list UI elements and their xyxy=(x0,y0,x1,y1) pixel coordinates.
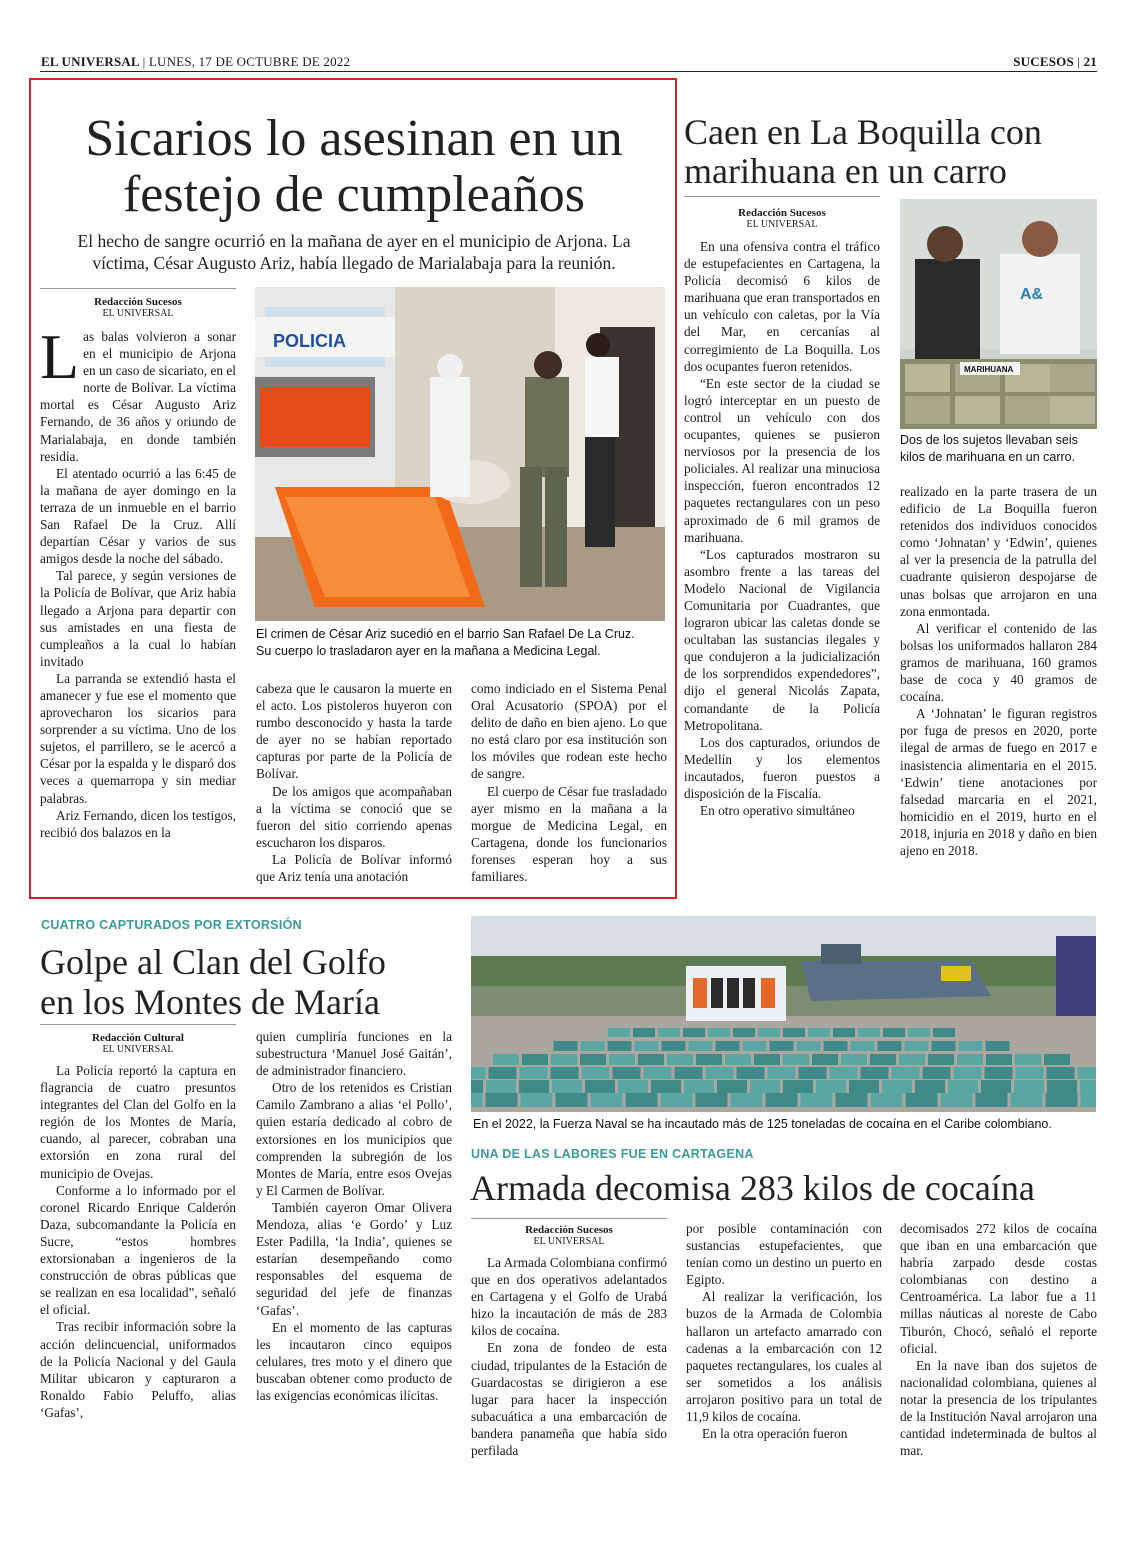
package-block xyxy=(658,1028,680,1037)
package-block xyxy=(675,1067,703,1079)
package-block xyxy=(933,1028,955,1037)
article4-byline: Redacción Sucesos EL UNIVERSAL xyxy=(525,1224,613,1247)
package-block xyxy=(783,1080,813,1093)
package-block xyxy=(684,1080,714,1093)
svg-text:A&: A& xyxy=(1020,286,1044,303)
package-block xyxy=(836,1093,868,1107)
package-block xyxy=(520,1067,548,1079)
package-block xyxy=(471,1093,483,1107)
package-block xyxy=(737,1067,765,1079)
police-scene-illustration xyxy=(255,287,665,621)
package-block xyxy=(717,1080,747,1093)
package-block xyxy=(928,1054,954,1065)
package-block xyxy=(582,1067,610,1079)
package-block xyxy=(883,1028,905,1037)
package-block xyxy=(1078,1067,1097,1079)
package-block xyxy=(689,1041,713,1051)
article1-photo xyxy=(255,287,665,621)
page-header-right: SUCESOS | 21 xyxy=(1013,54,1097,69)
package-block xyxy=(899,1054,925,1065)
article1-deck: El hecho de sangre ocurrió en la mañana de ayer en el municipio de Arjona. La víctima, César Augusto Ariz, había llegado de Marialabaja para la reunión. xyxy=(77,231,631,273)
article4-headline: Armada decomisa 283 kilos de cocaína xyxy=(470,1168,1035,1208)
package-block xyxy=(667,1054,693,1065)
package-block xyxy=(849,1080,879,1093)
package-block xyxy=(797,1041,821,1051)
package-block xyxy=(906,1093,938,1107)
package-block xyxy=(882,1080,912,1093)
article4-kicker: UNA DE LAS LABORES FUE EN CARTAGENA xyxy=(471,1147,754,1161)
package-block xyxy=(816,1080,846,1093)
package-block xyxy=(519,1080,549,1093)
article1-column-2: cabeza que le causaron la muerte en el acto. Los pistoleros huyeron con rumbo desconocido y hasta la tarde de ayer no se habían reportado capturas por parte de la Policía de Bolívar. De los amigos que acompañaban a la víctima se conoció que se fueron del sitio corriendo apenas escucharon los disparos. La Policía de Bolívar informó que Ariz tenía una anotación xyxy=(256,681,452,885)
package-block xyxy=(986,1041,1010,1051)
package-block xyxy=(471,1080,483,1093)
package-block xyxy=(696,1093,728,1107)
package-block xyxy=(861,1067,889,1079)
package-block xyxy=(754,1054,780,1065)
package-block xyxy=(708,1028,730,1037)
package-block xyxy=(858,1028,880,1037)
package-block xyxy=(489,1067,517,1079)
package-block xyxy=(799,1067,827,1079)
package-block xyxy=(635,1041,659,1051)
package-block xyxy=(1044,1054,1070,1065)
article4-column-2: por posible contaminación con sustancias estupefacientes, que tenían como un destino un puerto en Egipto. Al realizar la verificación, los buzos de la Armada de Colombia hallaron un artefacto amarrado con cadenas a la embarcación con 12 paquetes rectangulares, los cuales al ser sometidos a los análisis arrojaron positivo para un total de 11,9 kilos de cocaína. En la otra operación fueron xyxy=(686,1221,882,1442)
article4-caption: En el 2022, la Fuerza Naval se ha incautado más de 125 toneladas de cocaína en el Caribe colombiano. xyxy=(473,1117,1052,1131)
package-block xyxy=(608,1028,630,1037)
article1-headline: Sicarios lo asesinan en un festejo de cumpleaños xyxy=(85,110,623,223)
package-block xyxy=(1015,1054,1041,1065)
drop-cap: L xyxy=(40,328,80,392)
package-block xyxy=(554,1041,578,1051)
package-block xyxy=(957,1054,983,1065)
package-block xyxy=(613,1067,641,1079)
suspects-illustration xyxy=(900,199,1097,429)
package-block xyxy=(770,1041,794,1051)
package-block xyxy=(851,1041,875,1051)
package-block xyxy=(758,1028,780,1037)
package-block xyxy=(731,1093,763,1107)
package-block xyxy=(985,1067,1013,1079)
cocaine-packages xyxy=(471,916,1096,1112)
package-block xyxy=(908,1028,930,1037)
article4-column-1: La Armada Colombiana confirmó que en dos operativos adelantados en Cartagena y el Golfo de Urabá hizo la incautación de más de 283 kilos de cocaína. En zona de fondeo de esta ciudad, tripulantes de la Estación de Guardacostas se dirigieron a ese lugar para hacer la inspección subacuática a una embarcación de bandera panameña que había sido perfilada xyxy=(471,1255,667,1459)
package-block xyxy=(522,1054,548,1065)
package-block xyxy=(633,1028,655,1037)
article3-byline: Redacción Cultural EL UNIVERSAL xyxy=(92,1032,184,1055)
package-block xyxy=(1047,1080,1077,1093)
newspaper-name: EL UNIVERSAL xyxy=(41,54,140,69)
article1-column-3: como indiciado en el Sistema Penal Oral Acusatorio (SPOA) por el delito de daño en bien ajeno. Lo que no está claro por esa institución son los móviles que rodean este hecho de sangre. El cuerpo de César fue trasladado ayer mismo en la mañana a la morgue de Medicina Legal, en Cartagena, donde los funcionarios forenses esperan hoy a sus familiares. xyxy=(471,681,667,885)
package-block xyxy=(915,1080,945,1093)
package-block xyxy=(878,1041,902,1051)
package-block xyxy=(976,1093,1008,1107)
package-block xyxy=(954,1067,982,1079)
package-block xyxy=(644,1067,672,1079)
package-block xyxy=(683,1028,705,1037)
package-block xyxy=(905,1041,929,1051)
article3-column-1: La Policía reportó la captura en flagrancia de cuatro presuntos integrantes del Clan del Golfo en la región de los Montes de María, cuando, al parecer, cobraban una extorsión en zona rural del municipio de Ovejas. Conforme a lo informado por el coronel Ricardo Enrique Calderón Daza, subcomandante la Policía en Sucre, “estos hombres extorsionaban a ingenieros de la construcción de obras públicas que se realizan en esa localidad”, señaló el oficial. Tras recibir información sobre la acción delincuencial, uniformados de la Policía Nacional y del Gaula Militar ubicaron y capturaron a Ronaldo Fabio Peluffo, alias ‘Gafas’, xyxy=(40,1063,236,1420)
package-block xyxy=(556,1093,588,1107)
article4-photo xyxy=(471,916,1096,1112)
package-block xyxy=(1046,1093,1078,1107)
package-block xyxy=(801,1093,833,1107)
section-name: SUCESOS xyxy=(1013,54,1074,69)
package-block xyxy=(830,1067,858,1079)
package-block xyxy=(783,1028,805,1037)
package-block xyxy=(1080,1080,1096,1093)
package-block xyxy=(768,1067,796,1079)
package-block xyxy=(1014,1080,1044,1093)
package-block xyxy=(581,1041,605,1051)
package-block xyxy=(651,1080,681,1093)
article4-column-3: decomisados 272 kilos de cocaína que iban en una embarcación que habría zarpado desde costas colombianas con destino a Centroamérica. La labor fue a 11 millas náuticas al noreste de Cabo Tiburón, Chocó, señaló el reporte oficial. En la nave iban dos sujetos de nacionalidad colombiana, quienes al notar la presencia de los tripulantes de la Institución Naval arrojaron una cantidad indeterminada de bultos al mar. xyxy=(900,1221,1097,1459)
package-block xyxy=(486,1093,518,1107)
article1-caption: El crimen de César Ariz sucedió en el barrio San Rafael De La Cruz. Su cuerpo lo trasladaron ayer en la mañana a Medicina Legal. xyxy=(256,627,635,658)
article2-headline: Caen en La Boquilla con marihuana en un carro xyxy=(684,112,1042,191)
package-block xyxy=(783,1054,809,1065)
package-block xyxy=(706,1067,734,1079)
package-block xyxy=(833,1028,855,1037)
package-block xyxy=(551,1067,579,1079)
package-block xyxy=(808,1028,830,1037)
package-block xyxy=(981,1080,1011,1093)
article2-caption: Dos de los sujetos llevaban seis kilos de marihuana en un carro. xyxy=(900,433,1078,464)
package-block xyxy=(871,1093,903,1107)
package-block xyxy=(580,1054,606,1065)
package-block xyxy=(870,1054,896,1065)
package-block xyxy=(766,1093,798,1107)
package-block xyxy=(750,1080,780,1093)
package-block xyxy=(824,1041,848,1051)
article2-byline: Redacción Sucesos EL UNIVERSAL xyxy=(738,207,826,230)
article1-byline: Redacción Sucesos EL UNIVERSAL xyxy=(94,296,182,319)
package-block xyxy=(941,1093,973,1107)
package-block xyxy=(986,1054,1012,1065)
package-block xyxy=(552,1080,582,1093)
package-block xyxy=(521,1093,553,1107)
package-block xyxy=(1016,1067,1044,1079)
package-block xyxy=(892,1067,920,1079)
package-block xyxy=(585,1080,615,1093)
package-block xyxy=(716,1041,740,1051)
package-block xyxy=(733,1028,755,1037)
package-block xyxy=(743,1041,767,1051)
marihuana-label: MARIHUANA xyxy=(964,365,1014,374)
article3-kicker: CUATRO CAPTURADOS POR EXTORSIÓN xyxy=(41,918,302,932)
package-block xyxy=(932,1041,956,1051)
article2-column-1: En una ofensiva contra el tráfico de estupefacientes en Cartagena, la Policía decomisó 6 kilos de marihuana que eran transportados en un vehículo con caletas, por la Vía del Mar, en cercanías al corregimiento de La Boquilla. Los dos ocupantes fueron retenidos. “En este sector de la ciudad se logró interceptar en un puesto de control un vehículo con dos ocupantes, quienes se pusieron nerviosos por la presencia de los policiales. Al realizar una minuciosa inspección, fueron encontrados 12 paquetes rectangulares con un peso aproximado de 6 mil gramos de marihuana. “Los capturados mostraron su asombro frente a las tareas del Modelo Nacional de Vigilancia Comunitaria por Cuadrantes, que lograron ubicar las caletas donde se ocultaban las sustancias ilegales y que condujeron a la judicialización de los sorprendidos expendedores”, dijo el general Nicolás Zapata, comandante de la Policía Metropolitana. Los dos capturados, oriundos de Medellín y los elementos incautados, fueron puestos a disposición de la Fiscalía. En otro operativo simultáneo xyxy=(684,239,880,819)
page-number: 21 xyxy=(1083,54,1097,69)
package-block xyxy=(1047,1067,1075,1079)
article3-column-2: quien cumpliría funciones en la subestructura ‘Manuel José Gaitán’, de administrador financiero. Otro de los retenidos es Cristian Camilo Zambrano a alias ‘el Pollo’, quien estaría dedicado al cobro de extorsiones en los municipios que comprenden la subregión de los Montes de María, entre esos Ovejas y El Carmen de Bolívar. También cayeron Omar Olivera Mendoza, alias ‘e Gordo’ y Luz Ester Padilla, ‘la India’, quienes se estarían desempeñando como responsables del esquema de seguridad del jefe de finanzas ‘Gafas’. En el momento de las capturas les incautaron cinco equipos celulares, tres moto y el dinero que buscaban obtener como producto de las exigencias económicas ilícitas. xyxy=(256,1029,452,1403)
article1-column-1: Las balas volvieron a sonar en el municipio de Arjona en un caso de sicariato, en el norte de Bolívar. La víctima mortal es César Augusto Ariz Fernando, de 36 años y oriundo de Marialabaja, en donde también residía. El atentado ocurrió a las 6:45 de la mañana de ayer domingo en la terraza de un inmueble en el barrio San Rafael De la Cruz. Allí departían César y varios de sus amigos desde la noche del sábado. Tal parece, y según versiones de la Policía de Bolívar, que Ariz había llegado a Arjona para departir con sus amistades en una fiesta de cumpleaños a la cual lo habían invitado La parranda se extendió hasta el amanecer y fue ese el momento que aprovecharon los sicarios para sorprender a su víctima. Uno de los sujetos, el parrillero, se le acercó a César por la espalda y le disparó dos veces a quemarropa y sin mediar palabras. Ariz Fernando, dicen los testigos, recibió dos balazos en la xyxy=(40,328,236,840)
package-block xyxy=(626,1093,658,1107)
header-rule xyxy=(40,71,1097,72)
package-block xyxy=(662,1041,686,1051)
package-block xyxy=(1081,1093,1097,1107)
package-block xyxy=(486,1080,516,1093)
article3-headline: Golpe al Clan del Golfo en los Montes de María xyxy=(40,942,386,1022)
package-block xyxy=(948,1080,978,1093)
package-block xyxy=(959,1041,983,1051)
package-block xyxy=(696,1054,722,1065)
package-block xyxy=(551,1054,577,1065)
package-block xyxy=(608,1041,632,1051)
van-police-text: POLICIA xyxy=(273,331,347,351)
package-block xyxy=(638,1054,664,1065)
page-header-left: EL UNIVERSAL | LUNES, 17 DE OCTUBRE DE 2022 xyxy=(41,54,351,69)
package-block xyxy=(661,1093,693,1107)
article2-column-2: realizado en la parte trasera de un edificio de La Boquilla fueron retenidos dos individuos conocidos como ‘Johnatan’ y ‘Edwin’, quienes al ver la presencia de la patrulla del cuadrante quisieron despojarse de unas bolsas que arrojaron en una zona enmontada. Al verificar el contenido de las bolsas los uniformados hallaron 284 gramos de marihuana, 160 gramos base de coca y 40 gramos de cocaína. A ‘Johnatan’ le figuran registros por fuga de presos en 2020, porte ilegal de armas de fuego en 2017 e inasistencia alimentaria en el 2015. ‘Edwin’ tiene anotaciones por falsedad marcaria en el 2021, homicidio en el 2019, hurto en el 2018, injuria en 2018 y daño en bien ajeno en 2018. xyxy=(900,484,1097,858)
package-block xyxy=(1011,1093,1043,1107)
package-block xyxy=(725,1054,751,1065)
package-block xyxy=(841,1054,867,1065)
package-block xyxy=(618,1080,648,1093)
article2-photo xyxy=(900,199,1097,429)
package-block xyxy=(471,1067,486,1079)
issue-date: LUNES, 17 DE OCTUBRE DE 2022 xyxy=(148,54,351,69)
package-block xyxy=(591,1093,623,1107)
package-block xyxy=(923,1067,951,1079)
package-block xyxy=(812,1054,838,1065)
package-block xyxy=(609,1054,635,1065)
package-block xyxy=(493,1054,519,1065)
